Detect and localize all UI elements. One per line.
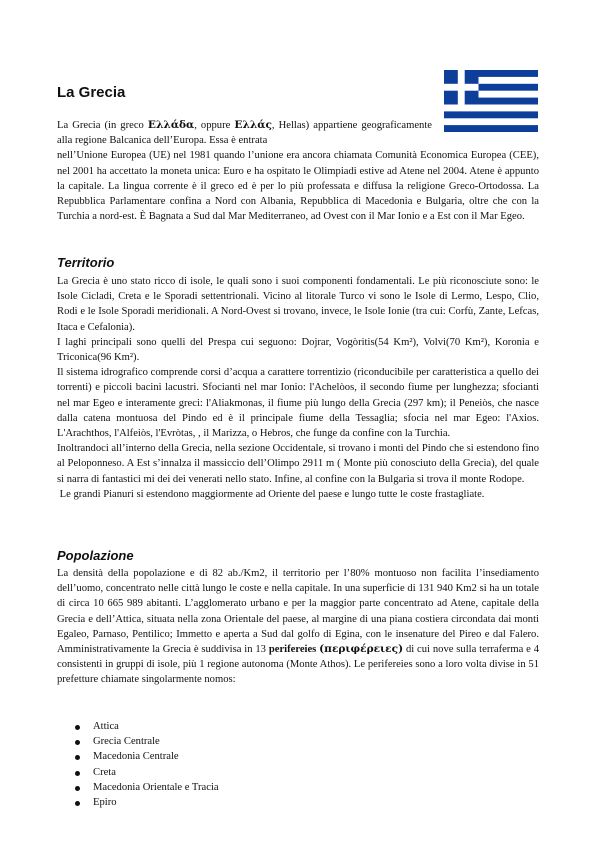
intro-rest: nell’Unione Europea (UE) nel 1981 quando l’unione era ancora chiamata Comunità Economica Europea (CEE), nel 2001 ha accettato la moneta unica: Euro e ha ospitato le Olimpiadi estive ad Atene nel 2004. Atene è appunto la capitale. La lingua corrente è il greco ed è per lo più professata e diffusa la religione Greco-Ortodossa. La Repubblica Parlamentare confina a Nord con Albania, Repubblica di Macedonia e Bulgaria, oltre che con la Turchia a nord-est. È Bagnata a Sud dal Mar Mediterraneo, ad Ovest con il Mar Ionio e a Est con il Mar Egeo. (57, 150, 539, 223)
intro-first-lines (57, 118, 432, 148)
list-item: Macedonia Orientale e Tracia (74, 780, 219, 795)
greek-perifereies: (περιφέρειες) (319, 643, 404, 656)
intro-paragraph (57, 118, 539, 224)
list-item: Attica (74, 719, 219, 734)
popolazione-text-a: La densità della popolazione e di 82 ab./Km2, il territorio per l’80% montuoso non facilita l’insediamento dell’uomo, concentrato nelle città lungo le coste e nella capitale. In una superficie di 131 940 Km2 si ha un totale di circa 10 665 989 abitanti. L’agglomerato urbano e per la maggior parte concentrato ad Atene, capitale della Grecia e dell’Attica, situata nella zona Orientale del paese, al margine di una piana costiera circondata dai monti Egaleo, Parnaso, Pentilico; Immetto e aperta a Sud dal golfo di Egina, con le insenature del Pireo e dal Falero. Amministrativamente la Grecia è suddivisa in 13 (57, 568, 539, 656)
perifereies-term: perifereies (268, 644, 317, 656)
greek-name-2: Ελλάς (234, 119, 272, 131)
greek-name-1: Ελλάδα (147, 119, 195, 131)
popolazione-body (57, 566, 539, 688)
territorio-paragraph-5: Le grandi Pianuri si estendono maggiormente ad Oriente del paese e lungo tutte le coste frastagliate. (57, 488, 485, 500)
list-item: Grecia Centrale (74, 734, 219, 749)
section-title-territorio: Territorio (57, 255, 115, 270)
territorio-body (57, 274, 539, 502)
popolazione-paragraph-1 (57, 566, 539, 688)
section-title-popolazione: Popolazione (57, 548, 134, 563)
territorio-paragraph-2: I laghi principali sono quelli del Prespa cui seguono: Dojrar, Vogòritis(54 Km²), Volvi(70 Km²), Koronia e Triconica(96 Km²). (57, 336, 539, 364)
territorio-paragraph-3: Il sistema idrografico comprende corsi d’acqua a carattere torrentizio (riconducibile per caratteristica a quello dei torrenti) e piccoli bacini lacustri. Sfocianti nel mar Ionio: l'Achelòos, il secondo fiume per lunghezza; sfocianti nel mar Egeo e interamente greci: l'Aliakmonas, il fiume più lungo della Grecia (297 km); il Peneiòs, che nasce dalla catena montuosa del Pindo ed è il principale fiume della Tessaglia; sfocia nel mar Egeo: l'Axios. L'Arachthos, l'Alfeiòs, l'Evròtas, , il Marizza, o Hebros, che funge da confine con la Turchia. (57, 367, 539, 440)
page-title: La Grecia (57, 84, 126, 101)
territorio-paragraph-1: La Grecia è uno stato ricco di isole, le quali sono i suoi componenti fondamentali. Le più riconosciute sono: le Isole Cicladi, Creta e le Sporadi settentrionali. Vicino al litorale Turco vi sono le Isole di Lermo, Lespo, Clio, Rodi e le Isole Sporadi meridionali. A Nord-Ovest si trovano, invece, le Isole Ionie (tra cui: Corfù, Zante, Lefcas, Itaca e Cefalonia). (57, 276, 539, 333)
territorio-paragraph-4: Inoltrandoci all’interno della Grecia, nella sezione Occidentale, si trovano i monti del Pindo che si estendono fino al Peloponneso. A Est s’innalza il massiccio dell’Olimpo 2911 m ( Monte più conosciuto della Grecia), del quale si narra di fantastici mi dei dei venerati nello stato. Infine, al confine con la Bulgaria si trova il monte Rodope. (57, 443, 539, 485)
list-item: Epiro (74, 795, 219, 810)
intro-text-a: La Grecia (in greco (57, 120, 148, 131)
popolazione-text-c: di cui nove sulla terraferma e 4 consistenti in gruppi di isole, più 1 regione autonoma (Monte Athos). Le perifereies sono a loro volta divise in 51 prefetture chiamate singolarmente nomos: (57, 644, 539, 686)
intro-text-b: , oppure (194, 120, 235, 131)
list-item: Macedonia Centrale (74, 749, 219, 764)
list-item: Creta (74, 765, 219, 780)
intro-text-c: , Hellas) appartiene geograficamente alla regione Balcanica dell’Europa. Essa è entrata (57, 120, 432, 147)
regions-list (74, 719, 219, 810)
